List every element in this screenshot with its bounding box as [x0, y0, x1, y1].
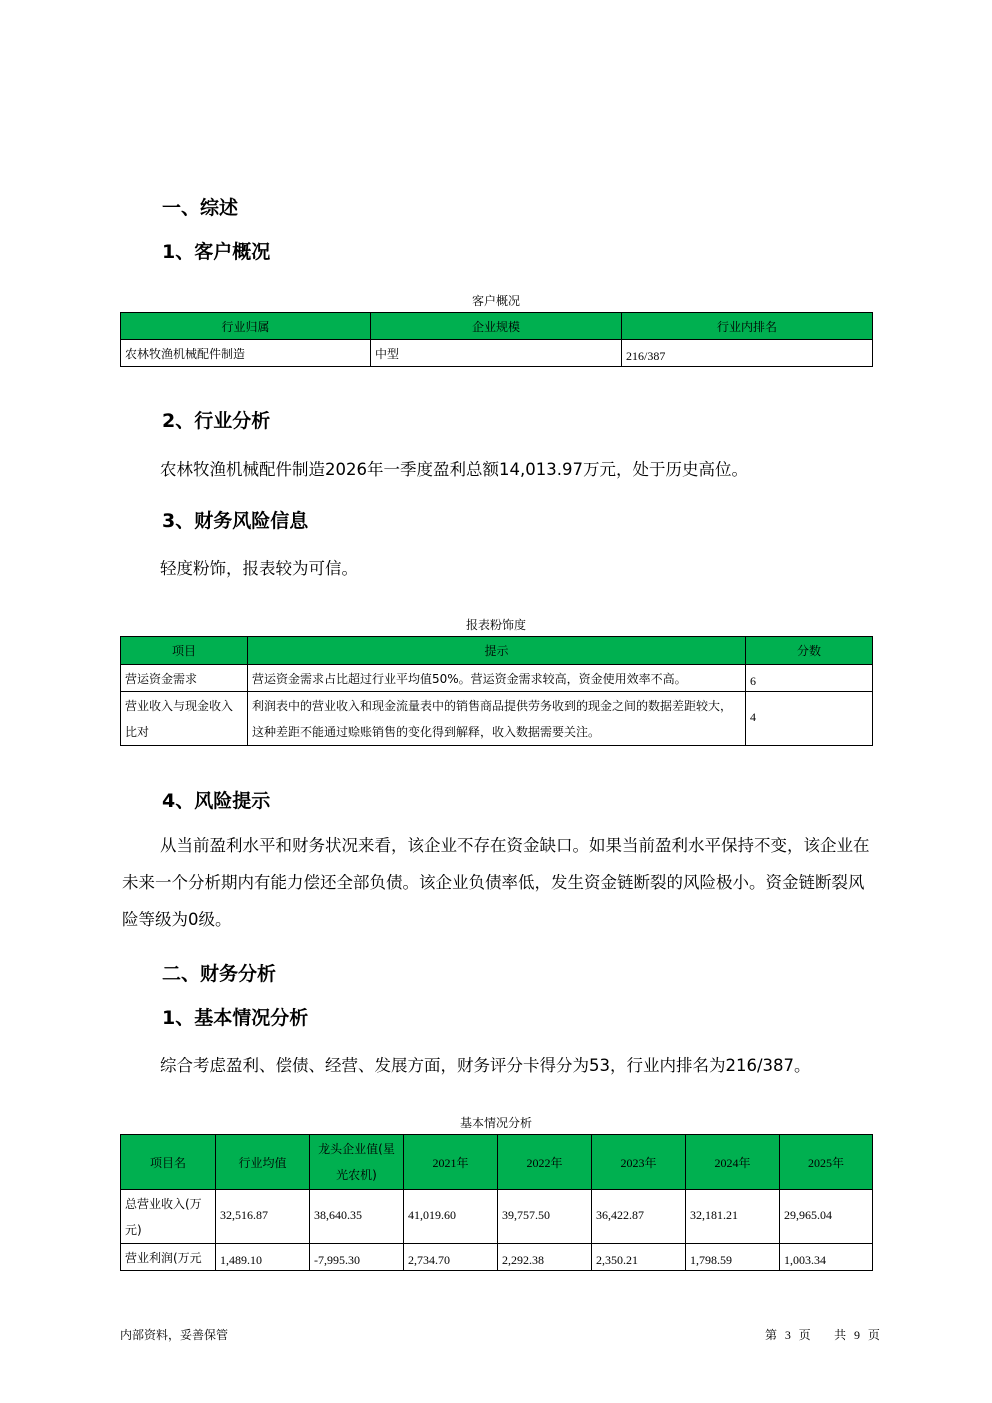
table-cell: 营运资金需求: [121, 665, 248, 692]
whitewash-table: [120, 636, 873, 746]
table-row: [121, 692, 873, 746]
section-title-risk-warning: 4、风险提示: [162, 790, 271, 812]
table-header: 分数: [746, 637, 873, 665]
table-cell: 36,422.87: [592, 1190, 686, 1244]
table-cell: -7,995.30: [310, 1244, 404, 1271]
table-header: 行业归属: [121, 313, 371, 340]
table-cell: 1,003.34: [780, 1244, 873, 1271]
table-header: 2022年: [498, 1135, 592, 1190]
table-header: 项目: [121, 637, 248, 665]
table-cell: 中型: [371, 340, 622, 367]
table-cell: 32,516.87: [216, 1190, 310, 1244]
table-cell: 总营业收入(万元): [121, 1190, 216, 1244]
table-header: 2024年: [686, 1135, 780, 1190]
table-cell: 32,181.21: [686, 1190, 780, 1244]
table-cell: 营业收入与现金收入比对: [121, 692, 248, 746]
table-cell: 农林牧渔机械配件制造: [121, 340, 371, 367]
section-title-financial-risk: 3、财务风险信息: [162, 510, 309, 532]
section-title-industry-analysis: 2、行业分析: [162, 410, 271, 432]
table-cell: 29,965.04: [780, 1190, 873, 1244]
table-header: 2023年: [592, 1135, 686, 1190]
table-header: 行业均值: [216, 1135, 310, 1190]
page-current: 3: [784, 1328, 791, 1342]
footer-confidential: 内部资料，妥善保管: [120, 1328, 229, 1342]
table-cell: 6: [746, 665, 873, 692]
table-cell: 营运资金需求占比超过行业平均值50%。营运资金需求较高，资金使用效率不高。: [248, 665, 746, 692]
customer-table-caption: 客户概况: [471, 294, 520, 308]
table-cell: 2,350.21: [592, 1244, 686, 1271]
table-header: 企业规模: [371, 313, 622, 340]
table-row: [121, 665, 873, 692]
basic-analysis-text: 综合考虑盈利、偿债、经营、发展方面，财务评分卡得分为53，行业内排名为216/387。: [160, 1056, 811, 1075]
basic-table: [120, 1134, 873, 1271]
table-cell: 利润表中的营业收入和现金流量表中的销售商品提供劳务收到的现金之间的数据差距较大，这种差距不能通过赊账销售的变化得到解释，收入数据需要关注。: [248, 692, 746, 746]
table-row: [121, 1244, 873, 1271]
page-label: 页: [867, 1328, 880, 1342]
table-header: 提示: [248, 637, 746, 665]
table-header: 行业内排名: [622, 313, 873, 340]
table-header: 2021年: [404, 1135, 498, 1190]
table-cell: 2,734.70: [404, 1244, 498, 1271]
section-title-financial-analysis: 二、财务分析: [162, 963, 277, 985]
section-title-customer-overview: 1、客户概况: [162, 241, 271, 263]
table-cell: 1,798.59: [686, 1244, 780, 1271]
table-cell: 216/387: [622, 340, 873, 367]
page-label: 第: [765, 1328, 778, 1342]
risk-warning-text: 从当前盈利水平和财务状况来看，该企业不存在资金缺口。如果当前盈利水平保持不变，该企业在未来一个分析期内有能力偿还全部负债。该企业负债率低，发生资金链断裂的风险极小。资金链断裂风险等级为0级。: [122, 836, 870, 929]
table-cell: 41,019.60: [404, 1190, 498, 1244]
table-cell: 4: [746, 692, 873, 746]
section-title-basic-analysis: 1、基本情况分析: [162, 1007, 309, 1029]
basic-table-caption: 基本情况分析: [459, 1116, 532, 1130]
footer-page-number: [765, 1326, 880, 1343]
section-title-summary: 一、综述: [162, 197, 239, 219]
table-row: [121, 340, 873, 367]
table-header: 龙头企业值(星光农机): [310, 1135, 404, 1190]
table-cell: 营业利润(万元: [121, 1244, 216, 1271]
page-total: 9: [853, 1328, 860, 1342]
page-label: 页: [798, 1328, 811, 1342]
table-header: 项目名: [121, 1135, 216, 1190]
table-header: 2025年: [780, 1135, 873, 1190]
financial-risk-text: 轻度粉饰，报表较为可信。: [160, 559, 358, 578]
table-cell: 1,489.10: [216, 1244, 310, 1271]
table-cell: 39,757.50: [498, 1190, 592, 1244]
page-label: 共: [834, 1328, 847, 1342]
customer-table: [120, 312, 873, 367]
table-cell: 2,292.38: [498, 1244, 592, 1271]
whitewash-table-caption: 报表粉饰度: [465, 618, 526, 632]
table-cell: 38,640.35: [310, 1190, 404, 1244]
industry-analysis-text: 农林牧渔机械配件制造2026年一季度盈利总额14,013.97万元，处于历史高位。: [160, 460, 748, 479]
table-row: [121, 1190, 873, 1244]
